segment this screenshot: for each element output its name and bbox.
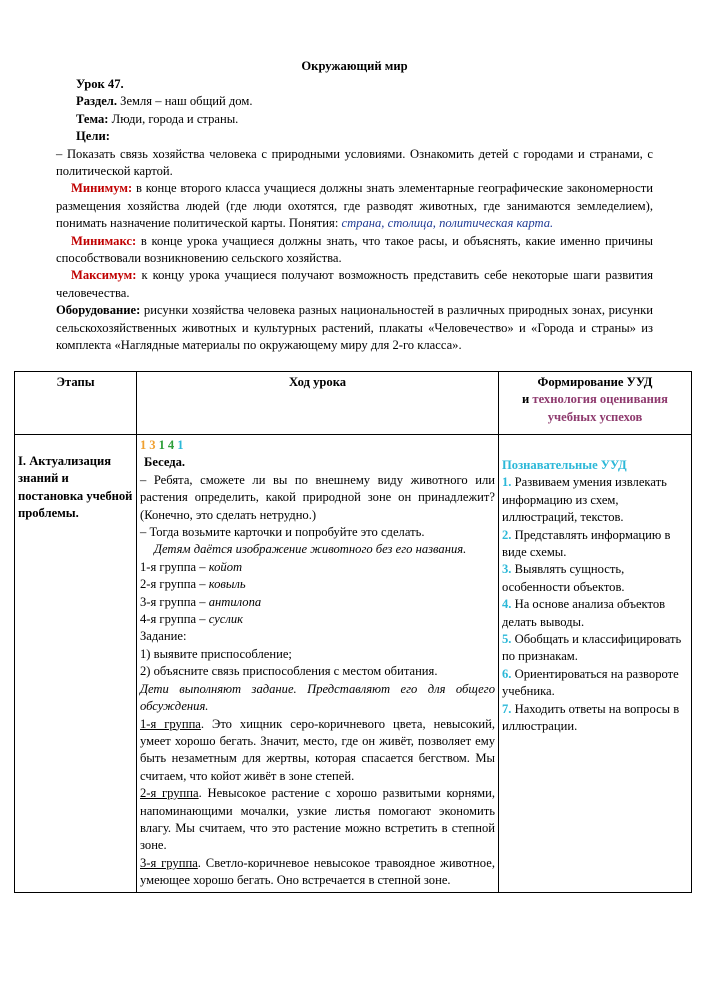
digit-5: 1 bbox=[177, 438, 184, 452]
theme-value: Люди, города и страны. bbox=[108, 111, 239, 126]
group-line-1: 1-я группа – койот bbox=[140, 559, 243, 574]
lesson-table bbox=[14, 371, 692, 893]
header-stages: Этапы bbox=[15, 372, 137, 435]
uud-item: 2. Представлять информацию в виде схемы. bbox=[502, 527, 671, 560]
section-label: Раздел. bbox=[76, 94, 117, 109]
uud-item: 1. Развиваем умения извлекать информацию из схем, иллюстраций, текстов. bbox=[502, 475, 667, 525]
uud-item: 3. Выявлять сущность, особенности объектов. bbox=[502, 562, 625, 594]
digit-2: 3 bbox=[149, 438, 156, 452]
equipment-text: рисунки хозяйства человека разных национальностей в различных природных зонах, рисунки сельскохозяйственных животных и культурных растений, плакаты «Человечество» и «Города и страны» из комплекта «Наглядные материалы по окружающему миру для 2-го класса». bbox=[56, 303, 653, 353]
task-2: 2) объясните связь приспособления с местом обитания. bbox=[140, 664, 438, 679]
group-line-2: 2-я группа – ковыль bbox=[140, 577, 246, 592]
work-note: Дети выполняют задание. Представляют его для общего обсуждения. bbox=[140, 681, 495, 714]
header-uud-tech: технология оценивания bbox=[532, 392, 668, 407]
goals-label: Цели: bbox=[76, 129, 110, 144]
answer-3: 3-я группа. Светло-коричневое невысокое травоядное животное, умеющее хорошо бегать. Оно встречается в степной зоне. bbox=[140, 855, 495, 888]
theme-label: Тема: bbox=[76, 111, 109, 126]
talk-heading: Беседа. bbox=[144, 455, 186, 470]
digit-4: 4 bbox=[167, 438, 175, 452]
group-line-3: 3-я группа – антилопа bbox=[140, 594, 262, 609]
uud-item: 6. Ориентироваться на развороте учебника. bbox=[502, 666, 679, 699]
document-title: Окружающий мир bbox=[301, 59, 408, 73]
goal-text: – Показать связь хозяйства человека с природными условиями. Ознакомить детей с городами и странами, с политической картой. bbox=[56, 146, 653, 179]
minimax-text: в конце урока учащиеся должны знать, что такое расы, и объяснять, какие именно причины способствовали возникновению сельского хозяйства. bbox=[56, 233, 653, 266]
uud-item: 4. На основе анализа объектов делать выводы. bbox=[502, 597, 666, 629]
digit-1: 1 bbox=[140, 438, 147, 452]
header-uud-line3: учебных успехов bbox=[547, 409, 643, 424]
task-label: Задание: bbox=[140, 629, 187, 644]
header-uud-line1: Формирование УУД bbox=[537, 375, 653, 389]
group-line-4: 4-я группа – суслик bbox=[140, 612, 244, 627]
answer-2: 2-я группа. Невысокое растение с хорошо развитыми корнями, напоминающими мочалки, узкие листья помогают экономить влагу. Мы считаем, что это растение можно встретить в степной зоне. bbox=[140, 786, 495, 853]
minimum-text: в конце второго класса учащиеся должны знать элементарные географические закономерности размещения хозяйства людей (где люди охотятся, где разводят животных, где занимаются земледелием), понимать назначение политической карты. Понятия: bbox=[56, 181, 653, 231]
header-uud bbox=[499, 372, 692, 435]
color-digits bbox=[140, 437, 495, 454]
minimum-label: Минимум: bbox=[71, 181, 133, 196]
digit-3: 1 bbox=[158, 438, 165, 452]
lesson-intro bbox=[56, 76, 653, 355]
section-value: Земля – наш общий дом. bbox=[117, 94, 253, 109]
equipment-label: Оборудование: bbox=[56, 303, 141, 318]
table-row bbox=[15, 435, 692, 893]
minimum-terms: страна, столица, политическая карта. bbox=[341, 216, 554, 231]
question-2: – Тогда возьмите карточки и попробуйте это сделать. bbox=[140, 525, 425, 540]
maximum-text: к концу урока учащиеся получают возможность представить себе некоторые шаги развития человечества. bbox=[56, 268, 653, 300]
question-1: – Ребята, сможете ли вы по внешнему виду животного или растения определить, какой природной зоне он принадлежит? (Конечно, это сделать нетрудно.) bbox=[140, 472, 495, 522]
uud-cell bbox=[499, 435, 692, 893]
answer-1: 1-я группа. Это хищник серо-коричневого цвета, невысокий, умеет хорошо бегать. Значит, место, где он живёт, позволяет ему быть незаметным для жертвы, которая спасается бегством. Мы считаем, что койот живёт в зоне степей. bbox=[140, 716, 495, 783]
header-uud-and: и bbox=[522, 392, 533, 407]
lesson-number: Урок 47. bbox=[76, 77, 124, 91]
instruction: Детям даётся изображение животного без его названия. bbox=[154, 542, 467, 557]
stage-cell: I. Актуализация знаний и постановка учебной проблемы. bbox=[15, 435, 137, 893]
minimax-label: Минимакс: bbox=[71, 233, 137, 248]
header-course: Ход урока bbox=[137, 372, 499, 435]
course-cell bbox=[137, 435, 499, 893]
task-1: 1) выявите приспособление; bbox=[140, 646, 292, 661]
maximum-label: Максимум: bbox=[71, 268, 137, 283]
table-header-row bbox=[15, 372, 692, 435]
uud-item: 5. Обобщать и классифицировать по признакам. bbox=[502, 632, 682, 664]
uud-item: 7. Находить ответы на вопросы в иллюстрации. bbox=[502, 701, 680, 734]
uud-title: Познавательные УУД bbox=[502, 458, 627, 472]
